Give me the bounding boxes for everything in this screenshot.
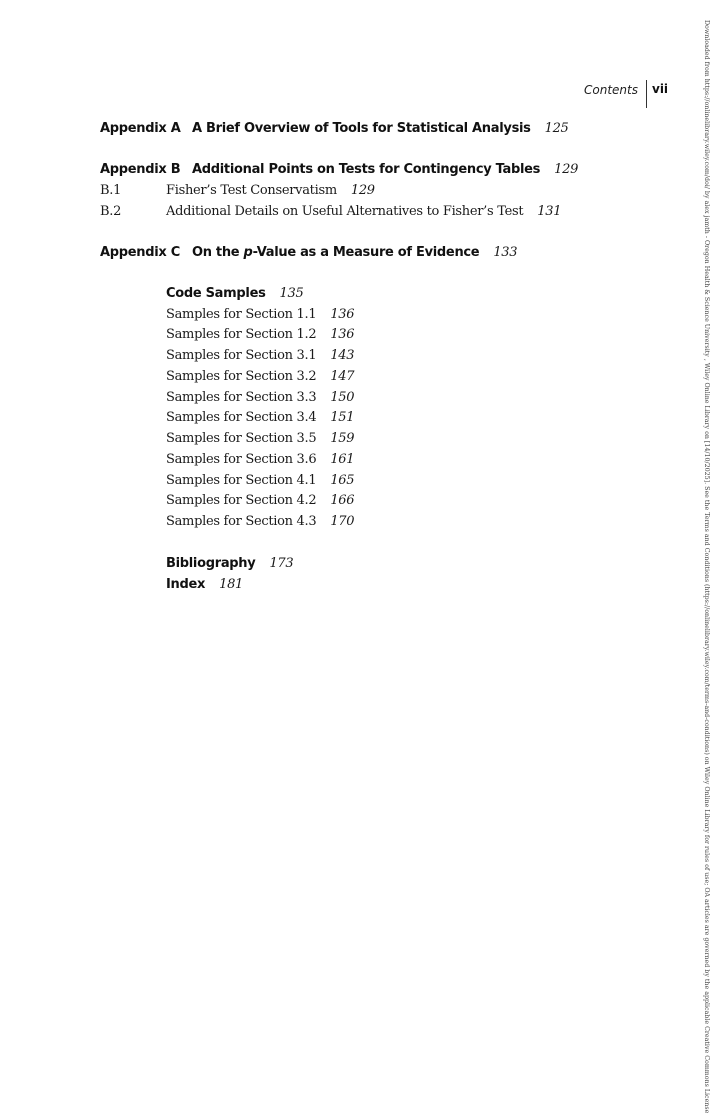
- toc-section-title: Samples for Section 3.1: [166, 348, 317, 363]
- download-notice-text: Downloaded from https://onlinelibrary.wiley.com/doi/ by alex jamth - Oregon Health & Science University , Wiley Online Library on [14/10/2025]. See the Terms and Conditions (https://onlinelibrary.wiley.com/terms-and-conditions) on Wiley Online Library for rules of use; OA articles are governed by the applicable Creative Commons License: [703, 20, 710, 1113]
- toc-section-title: Samples for Section 1.1: [166, 307, 317, 322]
- toc-entry-code-sample[interactable]: [166, 367, 354, 387]
- toc-entry-b2[interactable]: [100, 202, 561, 222]
- toc-page-number: 147: [330, 369, 355, 384]
- toc-page-number: 166: [330, 493, 355, 508]
- toc-entry-code-sample[interactable]: [166, 346, 354, 366]
- page-number: vii: [652, 82, 669, 96]
- toc-entry-bibliography[interactable]: [166, 554, 293, 574]
- toc-section-title: Samples for Section 3.3: [166, 390, 317, 405]
- toc-section-number: B.1: [100, 183, 122, 198]
- toc-appendix-title: A Brief Overview of Tools for Statistical Analysis: [192, 121, 531, 136]
- toc-entry-code-sample[interactable]: [166, 305, 354, 325]
- download-notice: [698, 20, 712, 1113]
- toc-entry-code-sample[interactable]: [166, 450, 354, 470]
- toc-section-title: Additional Details on Useful Alternatives to Fisher’s Test: [166, 204, 524, 219]
- toc-page-number: 136: [330, 307, 355, 322]
- toc-entry-code-sample[interactable]: [166, 512, 354, 532]
- toc-appendix-title: Additional Points on Tests for Contingency Tables: [192, 162, 541, 177]
- toc-entry-index[interactable]: [166, 575, 243, 595]
- toc-appendix-title: On the p-Value as a Measure of Evidence: [192, 245, 480, 260]
- toc-entry-code-sample[interactable]: [166, 491, 354, 511]
- toc-page-number: 135: [279, 286, 304, 301]
- running-head-divider: [646, 80, 647, 108]
- toc-page-number: 173: [269, 556, 294, 571]
- toc-section-title: Samples for Section 4.2: [166, 493, 317, 508]
- toc-page-number: 170: [330, 514, 355, 529]
- toc-entry-code-sample[interactable]: [166, 471, 354, 491]
- toc-page-number: 133: [493, 245, 518, 260]
- toc-entry-code-samples[interactable]: [166, 284, 303, 304]
- toc-page-number: 136: [330, 327, 355, 342]
- toc-page-number: 181: [219, 577, 244, 592]
- toc-entry-code-sample[interactable]: [166, 388, 354, 408]
- toc-appendix-label: Appendix B: [100, 162, 181, 177]
- toc-chapter-title: Code Samples: [166, 286, 266, 301]
- toc-page-number: 129: [350, 183, 375, 198]
- toc-section-title: Samples for Section 3.6: [166, 452, 317, 467]
- toc-page-number: 165: [330, 473, 355, 488]
- toc-page-number: 159: [330, 431, 355, 446]
- toc-page-number: 143: [330, 348, 355, 363]
- toc-section-title: Samples for Section 4.1: [166, 473, 317, 488]
- toc-page-number: 151: [330, 410, 355, 425]
- toc-chapter-title: Bibliography: [166, 556, 256, 571]
- toc-page-number: 125: [544, 121, 569, 136]
- toc-chapter-title: Index: [166, 577, 206, 592]
- toc-section-title: Samples for Section 3.2: [166, 369, 317, 384]
- toc-entry-appendix-c[interactable]: [100, 243, 517, 263]
- toc-page-number: 131: [537, 204, 562, 219]
- toc-entry-code-sample[interactable]: [166, 408, 354, 428]
- toc-section-title: Samples for Section 1.2: [166, 327, 317, 342]
- toc-entry-code-sample[interactable]: [166, 325, 354, 345]
- toc-entry-appendix-b[interactable]: [100, 160, 578, 180]
- toc-page-number: 150: [330, 390, 355, 405]
- toc-appendix-label: Appendix A: [100, 121, 181, 136]
- toc-entry-code-sample[interactable]: [166, 429, 354, 449]
- toc-entry-b1[interactable]: [100, 181, 375, 201]
- toc-section-title: Samples for Section 3.5: [166, 431, 317, 446]
- toc-section-title: Samples for Section 3.4: [166, 410, 317, 425]
- toc-appendix-label: Appendix C: [100, 245, 180, 260]
- toc-page-number: 129: [554, 162, 579, 177]
- toc-section-title: Fisher’s Test Conservatism: [166, 183, 337, 198]
- toc-section-number: B.2: [100, 204, 122, 219]
- toc-page-number: 161: [330, 452, 355, 467]
- running-head-label: Contents: [584, 83, 638, 97]
- toc-entry-appendix-a[interactable]: [100, 119, 569, 139]
- toc-section-title: Samples for Section 4.3: [166, 514, 317, 529]
- running-head: [480, 80, 670, 108]
